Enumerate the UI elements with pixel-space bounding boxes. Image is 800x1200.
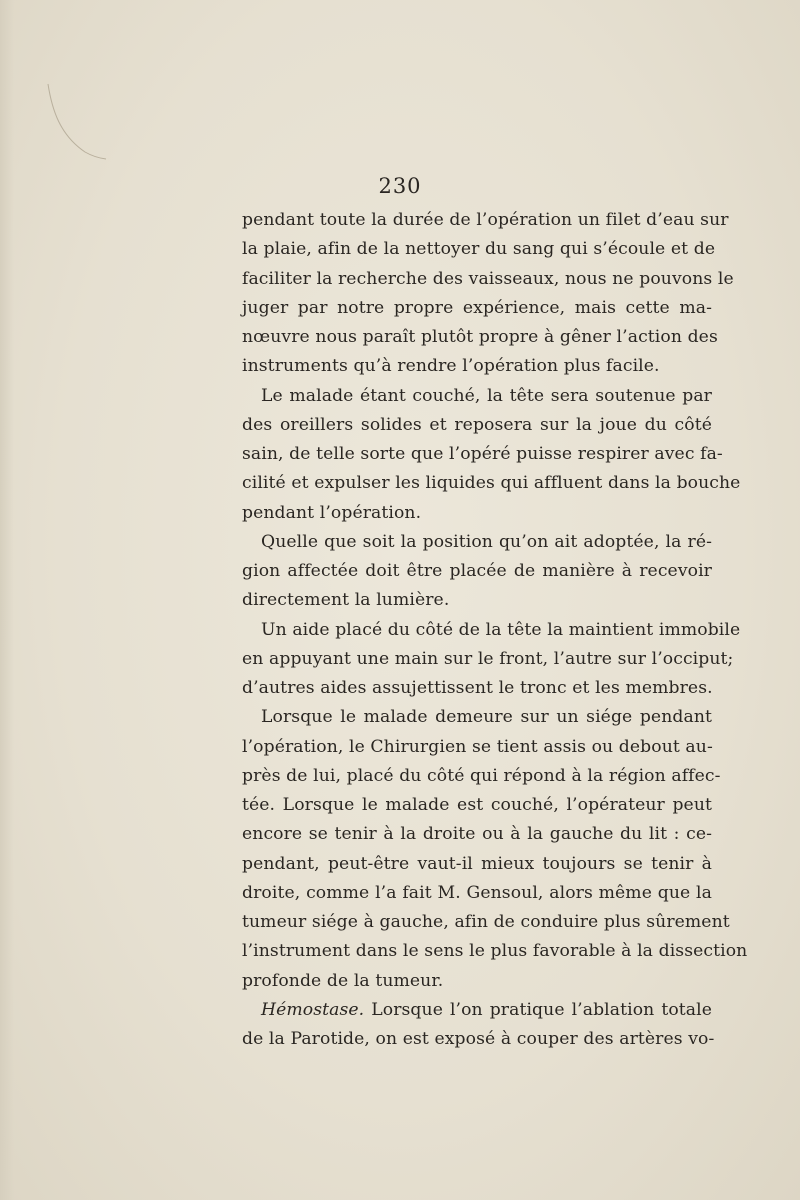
text-line: l’instrument dans le sens le plus favorable à la dissection <box>242 941 748 962</box>
text-line: profonde de la tumeur. <box>242 970 444 991</box>
text-line: droite, comme l’a fait M. Gensoul, alors même que la <box>242 882 712 903</box>
text-line: de la Parotide, on est exposé à couper des artères vo- <box>242 1029 715 1049</box>
text-line: Un aide placé du côté de la tête la maintient immobile <box>261 619 741 640</box>
paper-crease-mark <box>40 80 110 170</box>
text-line: en appuyant une main sur le front, l’autre sur l’occiput; <box>242 648 734 669</box>
page-number: 230 <box>378 174 422 198</box>
text-line: Quelle que soit la position qu’on ait adoptée, la ré- <box>261 531 712 552</box>
text-line: gion affectée doit être placée de manière à recevoir <box>242 561 712 581</box>
text-line: tée. Lorsque le malade est couché, l’opérateur peut <box>242 795 712 815</box>
text-line: Lorsque le malade demeure sur un siége pendant <box>261 707 712 728</box>
text-line: faciliter la recherche des vaisseaux, nous ne pouvons le <box>242 268 734 289</box>
text-line-continuation: Lorsque l’on pratique l’ablation totale <box>371 999 712 1020</box>
section-heading-hemostase: Hémostase. <box>261 999 365 1020</box>
text-line: directement la lumière. <box>242 590 450 611</box>
text-line: sain, de telle sorte que l’opéré puisse respirer avec fa- <box>242 444 723 464</box>
text-line: encore se tenir à la droite ou à la gauche du lit : ce- <box>242 824 712 845</box>
text-line: des oreillers solides et reposera sur la joue du côté <box>242 414 712 435</box>
text-line: pendant toute la durée de l’opération un filet d’eau sur <box>242 210 729 230</box>
text-line: Le malade étant couché, la tête sera soutenue par <box>261 385 712 406</box>
text-line: instruments qu’à rendre l’opération plus facile. <box>242 356 660 377</box>
text-line: nœuvre nous paraît plutôt propre à gêner l’action des <box>242 327 718 347</box>
text-line: l’opération, le Chirurgien se tient assis ou debout au- <box>242 736 713 757</box>
text-line-hemostase <box>242 996 712 1025</box>
text-line: pendant, peut-être vaut-il mieux toujours se tenir à <box>242 853 712 874</box>
text-line: tumeur siége à gauche, afin de conduire plus sûrement <box>242 912 730 932</box>
text-line: près de lui, placé du côté qui répond à la région affec- <box>242 765 721 786</box>
text-line: cilité et expulser les liquides qui affluent dans la bouche <box>242 473 741 494</box>
body-text <box>242 206 748 1054</box>
text-line: juger par notre propre expérience, mais cette ma- <box>242 297 712 318</box>
text-line: d’autres aides assujettissent le tronc et les membres. <box>242 678 713 698</box>
text-line: pendant l’opération. <box>242 502 422 523</box>
text-line: la plaie, afin de la nettoyer du sang qui s’écoule et de <box>242 239 716 260</box>
